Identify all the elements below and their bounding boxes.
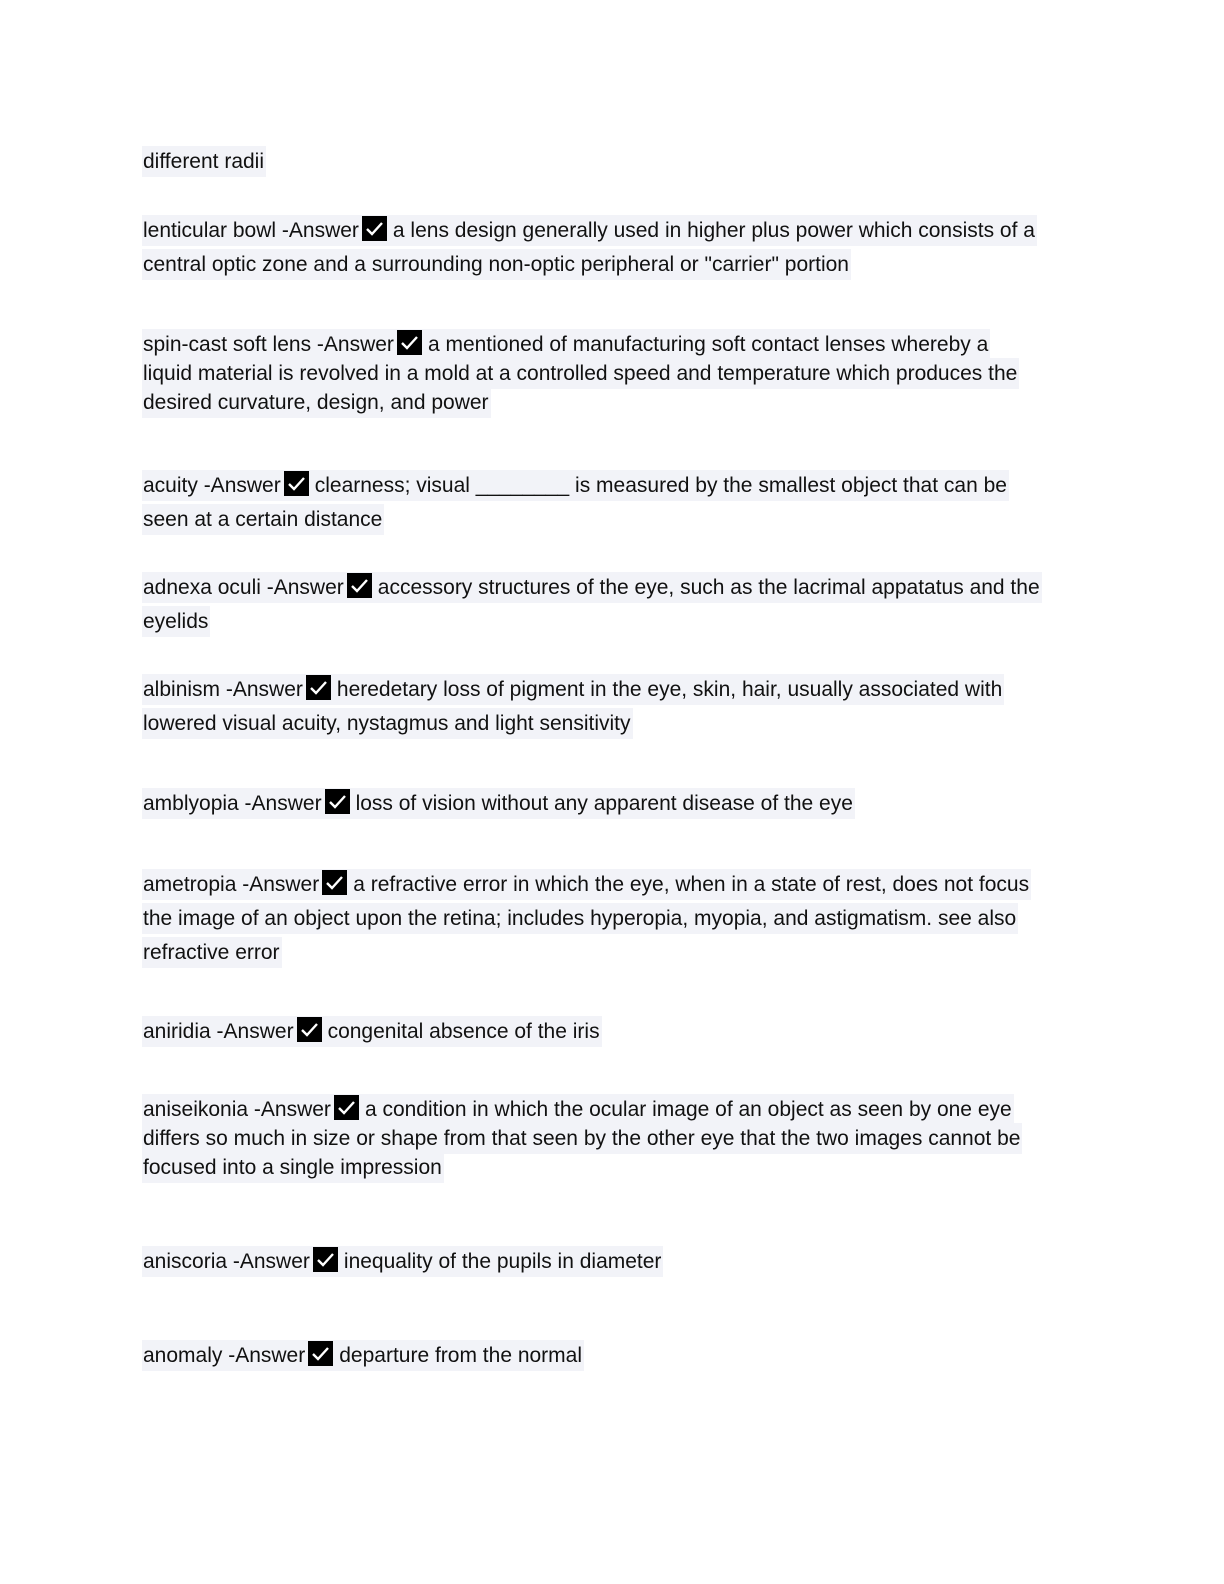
entry-term: acuity -Answer	[143, 474, 281, 497]
entry-definition-line: liquid material is revolved in a mold at a controlled speed and temperature which produces the	[142, 358, 1019, 389]
entry-term: aniridia -Answer	[143, 1020, 294, 1043]
entry-term: spin-cast soft lens -Answer	[143, 333, 394, 356]
entry-term: albinism -Answer	[143, 678, 303, 701]
check-box-icon	[362, 216, 387, 241]
entry-definition-line: desired curvature, design, and power	[142, 387, 491, 418]
glossary-entry	[142, 673, 1072, 741]
check-box-icon	[306, 675, 331, 700]
entry-definition-line: congenital absence of the iris	[327, 1020, 600, 1043]
glossary-entry	[142, 787, 1072, 821]
entry-term: anomaly -Answer	[143, 1344, 306, 1367]
glossary-entry	[142, 1245, 1072, 1279]
entry-term: lenticular bowl -Answer	[143, 219, 359, 242]
heading-text: different radii	[142, 146, 266, 177]
glossary-entry	[142, 1339, 1072, 1373]
check-box-icon	[322, 870, 347, 895]
check-box-icon	[284, 471, 309, 496]
entry-definition-line: inequality of the pupils in diameter	[343, 1250, 662, 1273]
check-box-icon	[325, 789, 350, 814]
entry-definition-line: central optic zone and a surrounding non-optic peripheral or "carrier" portion	[142, 249, 851, 280]
glossary-entry	[142, 1015, 1072, 1049]
heading-fragment	[142, 145, 1072, 179]
entry-term: amblyopia -Answer	[143, 792, 322, 815]
entry-term: aniscoria -Answer	[143, 1250, 310, 1273]
glossary-entry	[142, 571, 1072, 639]
check-box-icon	[313, 1247, 338, 1272]
entry-definition-line: clearness; visual ________ is measured by the smallest object that can be	[314, 474, 1007, 497]
entry-definition-line: lowered visual acuity, nystagmus and light sensitivity	[142, 708, 633, 739]
check-box-icon	[308, 1341, 333, 1366]
glossary-entry	[142, 868, 1072, 970]
entry-definition-line: focused into a single impression	[142, 1152, 444, 1183]
entry-definition-line: a mentioned of manufacturing soft contact lenses whereby a	[427, 333, 989, 356]
entry-definition-line: refractive error	[142, 937, 282, 968]
check-box-icon	[297, 1017, 322, 1042]
entry-definition-line: eyelids	[142, 606, 210, 637]
entry-definition-line: seen at a certain distance	[142, 504, 384, 535]
check-box-icon	[334, 1095, 359, 1120]
entry-definition-line: departure from the normal	[339, 1344, 583, 1367]
entry-term: aniseikonia -Answer	[143, 1098, 331, 1121]
entry-definition-line: a condition in which the ocular image of an object as seen by one eye	[364, 1098, 1012, 1121]
entry-definition-line: differs so much in size or shape from that seen by the other eye that the two images cannot be	[142, 1123, 1022, 1154]
check-box-icon	[347, 573, 372, 598]
glossary-entry	[142, 214, 1072, 282]
entry-definition-line: a refractive error in which the eye, when in a state of rest, does not focus	[353, 873, 1030, 896]
entry-definition-line: accessory structures of the eye, such as the lacrimal appatatus and the	[377, 576, 1040, 599]
glossary-entry	[142, 1095, 1072, 1182]
glossary-entry	[142, 469, 1072, 537]
glossary-entry	[142, 330, 1072, 417]
entry-definition-line: the image of an object upon the retina; includes hyperopia, myopia, and astigmatism. see also	[142, 903, 1018, 934]
check-box-icon	[397, 330, 422, 355]
entry-term: ametropia -Answer	[143, 873, 320, 896]
entry-definition-line: loss of vision without any apparent disease of the eye	[355, 792, 853, 815]
entry-term: adnexa oculi -Answer	[143, 576, 344, 599]
entry-definition-line: a lens design generally used in higher plus power which consists of a	[392, 219, 1035, 242]
entry-definition-line: heredetary loss of pigment in the eye, skin, hair, usually associated with	[336, 678, 1003, 701]
